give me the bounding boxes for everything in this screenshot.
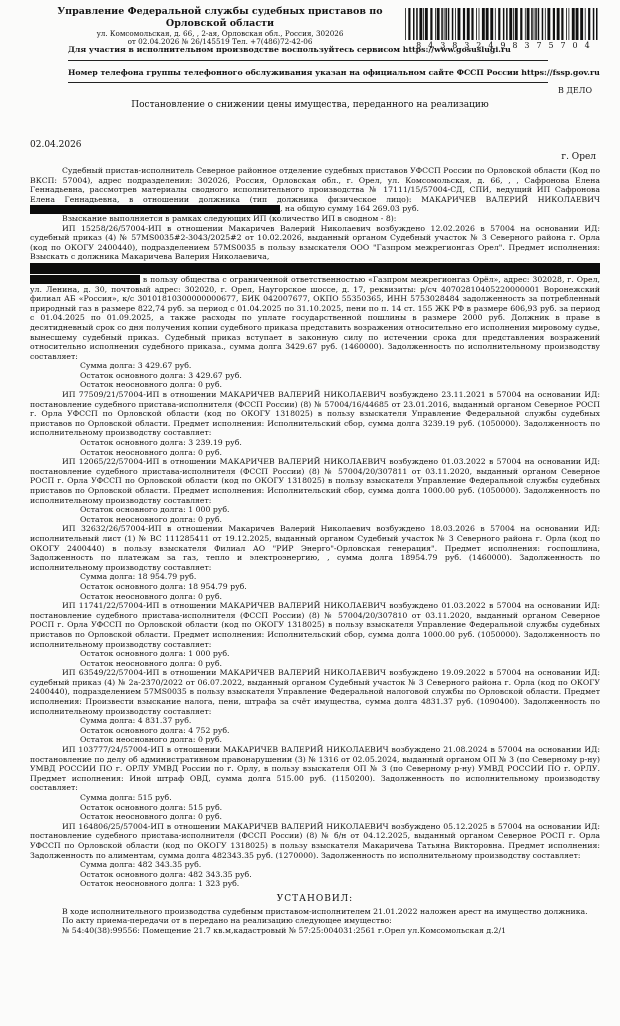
ip-paragraph: ИП 15258/26/57004-ИП в отношении Макаричев Валерий Николаевич возбуждено 12.02.2026 в 57004 на основании ИД: судебный приказ (4) № 57MS0035#2-3043/2025#2 от 10.02.2026, выданный органом Судебный участок № 3 Северного района г. Орла (код по ОКОГУ 2400440), подразделением 57MS0035 в пользу взыскателя ООО "Газпром межрегионгаз Орел". Предмет исполнения: Взыскать с должника Макаричева Валерия Николаевича,: [30, 223, 600, 262]
debt-sum: Сумма долга: 482 343.35 руб.: [80, 860, 202, 870]
secondary-debt-balance: Остаток неосновного долга: 0 руб.: [80, 591, 222, 601]
phone-notice: Номер телефона группы телефонного обслуживания указан на официальном сайте ФССП России https://fssp.gov.ru: [68, 68, 600, 77]
main-debt-balance: Остаток основного долга: 3 239.19 руб.: [80, 438, 242, 448]
agency-reference: от 02.04.2026 № 26/145519 Тел. +7(486)72-42-06: [127, 37, 313, 47]
established-paragraph: № 54:40(38):99556: Помещение 21.7 кв.м,кадастровый № 57:25:004031:2561 г.Орел ул.Комсомольская д.2/1: [62, 925, 507, 935]
barcode-number: 8 4 3 8 3 2 4 9 8 3 7 5 7 0 4: [416, 41, 592, 50]
gosuslugi-notice: Для участия в исполнительном производстве воспользуйтесь сервисом https://www.gosuslugi.ru: [68, 45, 511, 54]
main-debt-balance: Остаток основного долга: 1 000 руб.: [80, 505, 230, 515]
agency-name: Управление Федеральной службы судебных приставов по Орловской области: [57, 6, 383, 29]
main-debt-balance: Остаток основного долга: 515 руб.: [80, 802, 223, 812]
secondary-debt-balance: Остаток неосновного долга: 0 руб.: [80, 735, 222, 745]
ip-paragraph: ИП 103777/24/57004-ИП в отношении МАКАРИЧЕВ ВАЛЕРИЙ НИКОЛАЕВИЧ возбуждено 21.08.2024 в 57004 на основании ИД: постановление по делу об административном правонарушении (3) № 1316 от 02.05.2024, выданный органом ОП № 3 (по Северному р-ну) УМВД РОССИИ ПО г. ОРЛУ УМВД России по г. Орлу, в пользу взыскателя ОП № 3 (по Северному р-ну) УМВД РОССИИ ПО г. ОРЛУ. Предмет исполнения: Иной штраф ОВД, сумма долга 515.00 руб. (1150200). Задолженность по исполнительному производству составляет:: [30, 745, 600, 793]
ip-paragraph: ИП 11741/22/57004-ИП в отношении МАКАРИЧЕВ ВАЛЕРИЙ НИКОЛАЕВИЧ возбуждено 01.03.2022 в 57004 на основании ИД: постановление судебного пристава-исполнителя (ФССП России) (8) № 57004/20/307810 от 03.11.2020, выданный органом Северное РОСП г. Орла УФССП по Орловской области (код по ОКОГУ 1318025) в пользу взыскателя Управление Федеральной службы судебных приставов по Орловской области. Предмет исполнения: Исполнительский сбор, сумма долга 1000.00 руб. (1050000). Задолженность по исполнительному производству составляет:: [30, 601, 600, 649]
secondary-debt-balance: Остаток неосновного долга: 0 руб.: [80, 380, 222, 390]
debt-sum: Сумма долга: 18 954.79 руб.: [80, 572, 197, 582]
barcode-image: [403, 8, 603, 40]
intro-text: Судебный пристав-исполнитель Северное районное отделение судебных приставов УФССП России по Орловской области (Код по ВКСП: 57004), адрес подразделения: 302026, Россия, Орловская обл., г. Орел, ул. Комсомольская, д. 66, , , Сафронова Елена Геннадьевна, рассмотрев материалы сводного исполнительного производства № 17111/15/57004-СД, СПИ, ведущий ИП Сафронова Елена Геннадьевна, в отношении должника (тип должника физическое лицо): МАКАРИЧЕВ ВАЛЕРИЙ НИКОЛАЕВИЧ: [30, 166, 600, 204]
divider: [68, 60, 548, 61]
secondary-debt-balance: Остаток неосновного долга: 1 323 руб.: [80, 879, 240, 889]
section-heading: УСТАНОВИЛ:: [276, 893, 354, 904]
ip-paragraph: ИП 77509/21/57004-ИП в отношении МАКАРИЧЕВ ВАЛЕРИЙ НИКОЛАЕВИЧ возбуждено 23.11.2021 в 57004 на основании ИД: постановление судебного пристава-исполнителя (ФССП России) (8) № 57004/16/44685 от 23.01.2016, выданный органом Северное РОСП г. Орла УФССП по Орловской области (код по ОКОГУ 1318025) в пользу взыскателя Управление Федеральной службы судебных приставов по Орловской области. Предмет исполнения: Исполнительский сбор, сумма долга 3239.19 руб. (1050000). Задолженность по исполнительному производству составляет:: [30, 390, 600, 438]
intro-tail: , на общую сумму 164 269.03 руб.: [280, 204, 419, 214]
ip-paragraph: ИП 164806/25/57004-ИП в отношении МАКАРИЧЕВ ВАЛЕРИЙ НИКОЛАЕВИЧ возбуждено 05.12.2025 в 57004 на основании ИД: постановление судебного пристава-исполнителя (ФССП России) (8) № б/н от 04.12.2025, выданный органом Северное РОСП г. Орла УФССП по Орловской области (код по ОКОГУ 1318025) в пользу взыскателя Макаричева Татьяна Викторовна. Предмет исполнения: Задолженность по алиментам, сумма долга 482343.35 руб. (1270000). Задолженность по исполнительному производству составляет:: [30, 821, 600, 860]
secondary-debt-balance: Остаток неосновного долга: 0 руб.: [80, 658, 222, 668]
secondary-debt-balance: Остаток неосновного долга: 0 руб.: [80, 812, 222, 822]
collection-intro: Взыскание выполняется в рамках следующих ИП (количество ИП в сводном - 8):: [62, 213, 397, 223]
debt-sum: Сумма долга: 515 руб.: [80, 793, 172, 802]
established-paragraph: В ходе исполнительного производства судебным приставом-исполнителем 21.01.2022 наложен арест на имущество должника.: [62, 906, 588, 916]
agency-address: ул. Комсомольская, д. 66, , 2-ая, Орловская обл., Россия, 302026: [96, 29, 344, 38]
ip-paragraph: ИП 12065/22/57004-ИП в отношении МАКАРИЧЕВ ВАЛЕРИЙ НИКОЛАЕВИЧ возбуждено 01.03.2022 в 57004 на основании ИД: постановление судебного пристава-исполнителя (ФССП России) (8) № 57004/20/307811 от 03.11.2020, выданный органом Северное РОСП г. Орла УФССП по Орловской области (код по ОКОГУ 1318025) в пользу взыскателя Управление Федеральной службы судебных приставов по Орловской области. Предмет исполнения: Исполнительский сбор, сумма долга 1000.00 руб. (1050000). Задолженность по исполнительному производству составляет:: [30, 457, 600, 505]
main-debt-balance: Остаток основного долга: 482 343.35 руб.: [80, 869, 252, 879]
document-city: г. Орел: [561, 152, 596, 162]
secondary-debt-balance: Остаток неосновного долга: 0 руб.: [80, 447, 222, 457]
document-body: [30, 166, 600, 935]
debt-sum: Сумма долга: 3 429.67 руб.: [80, 361, 192, 371]
ip-continuation-text: в пользу общества с ограниченной ответственностью «Газпром межрегионгаз Орёл», адрес: 302028, г. Орел, ул. Ленина, д. 30, почтовый адрес: 302020, г. Орел, Наугорское шоссе, д. 17, реквизиты: р/сч 40702810405220000001 Воронежский филиал АБ «Россия», к/с 30101810300000000677, БИК 042007677, ОКПО 55350365, ИНН 5753028484 задолженность за потребленный природный газ в размере 822,74 руб. за период с 01.04.2025 по 31.10.2025, пени по п. 14 ст. 155 ЖК РФ в размере 606,93 руб. за период с 01.04.2025 по 01.09.2025, а также расходы по уплате государственной пошлины в размере 2000 руб. Должник в праве в десятидневный срок со дня получения копии судебного приказа представить возражения относительно его исполнения мировому судье, вынесшему судебный приказ. Судебный приказ вступает в законную силу по истечении срока для представления возражений относительно исполнения судебного приказа., сумма долга 3429.67 руб. (1460000). Задолженность по исполнительному производству составляет:: [30, 274, 600, 361]
redaction-bar: [30, 205, 280, 214]
ip-paragraph-continued: [30, 275, 600, 361]
main-debt-balance: Остаток основного долга: 18 954.79 руб.: [80, 581, 247, 591]
ip-paragraph: ИП 63549/22/57004-ИП в отношении МАКАРИЧЕВ ВАЛЕРИЙ НИКОЛАЕВИЧ возбуждено 19.09.2022 в 57004 на основании ИД: судебный приказ (4) № 2а-2370/2022 от 06.07.2022, выданный органом Судебный участок № 3 Северного района г. Орла (код по ОКОГУ 2400440), подразделением 57MS0035 в пользу взыскателя Управление Федеральной налоговой службы по Орловской области. Предмет исполнения: Произвести взыскание налога, пени, штрафа за счёт имущества, сумма долга 4831.37 руб. (1090400). Задолженность по исполнительному производству составляет:: [30, 668, 600, 716]
divider: [68, 82, 548, 83]
established-paragraph: По акту приема-передачи от в передано на реализацию следующее имущество:: [62, 916, 392, 926]
redaction-bar: [30, 263, 600, 274]
main-debt-balance: Остаток основного долга: 3 429.67 руб.: [80, 370, 242, 380]
intro-paragraph: [30, 166, 600, 214]
letterhead: [40, 6, 400, 47]
file-stamp: В ДЕЛО: [558, 86, 592, 95]
debt-sum: Сумма долга: 4 831.37 руб.: [80, 716, 192, 726]
main-debt-balance: Остаток основного долга: 4 752 руб.: [80, 725, 230, 735]
document-date: 02.04.2026: [30, 140, 82, 150]
secondary-debt-balance: Остаток неосновного долга: 0 руб.: [80, 514, 222, 524]
main-debt-balance: Остаток основного долга: 1 000 руб.: [80, 649, 230, 659]
redaction-bar: [30, 275, 140, 284]
document-title: Постановление о снижении цены имущества, переданного на реализацию: [131, 100, 489, 110]
ip-paragraph: ИП 32632/26/57004-ИП в отношении Макаричев Валерий Николаевич возбуждено 18.03.2026 в 57004 на основании ИД: исполнительный лист (1) № ВС 111285411 от 19.12.2025, выданный органом Судебный участок № 3 Северного района г. Орла (код по ОКОГУ 2400440) в пользу взыскателя Филиал АО "РИР Энерго"-Орловская генерация". Предмет исполнения: госпошлина, Задолженность по платежам за газ, тепло и электроэнергию, , сумма долга 18954.79 руб. (1460000). Задолженность по исполнительному производству составляет:: [30, 524, 600, 572]
